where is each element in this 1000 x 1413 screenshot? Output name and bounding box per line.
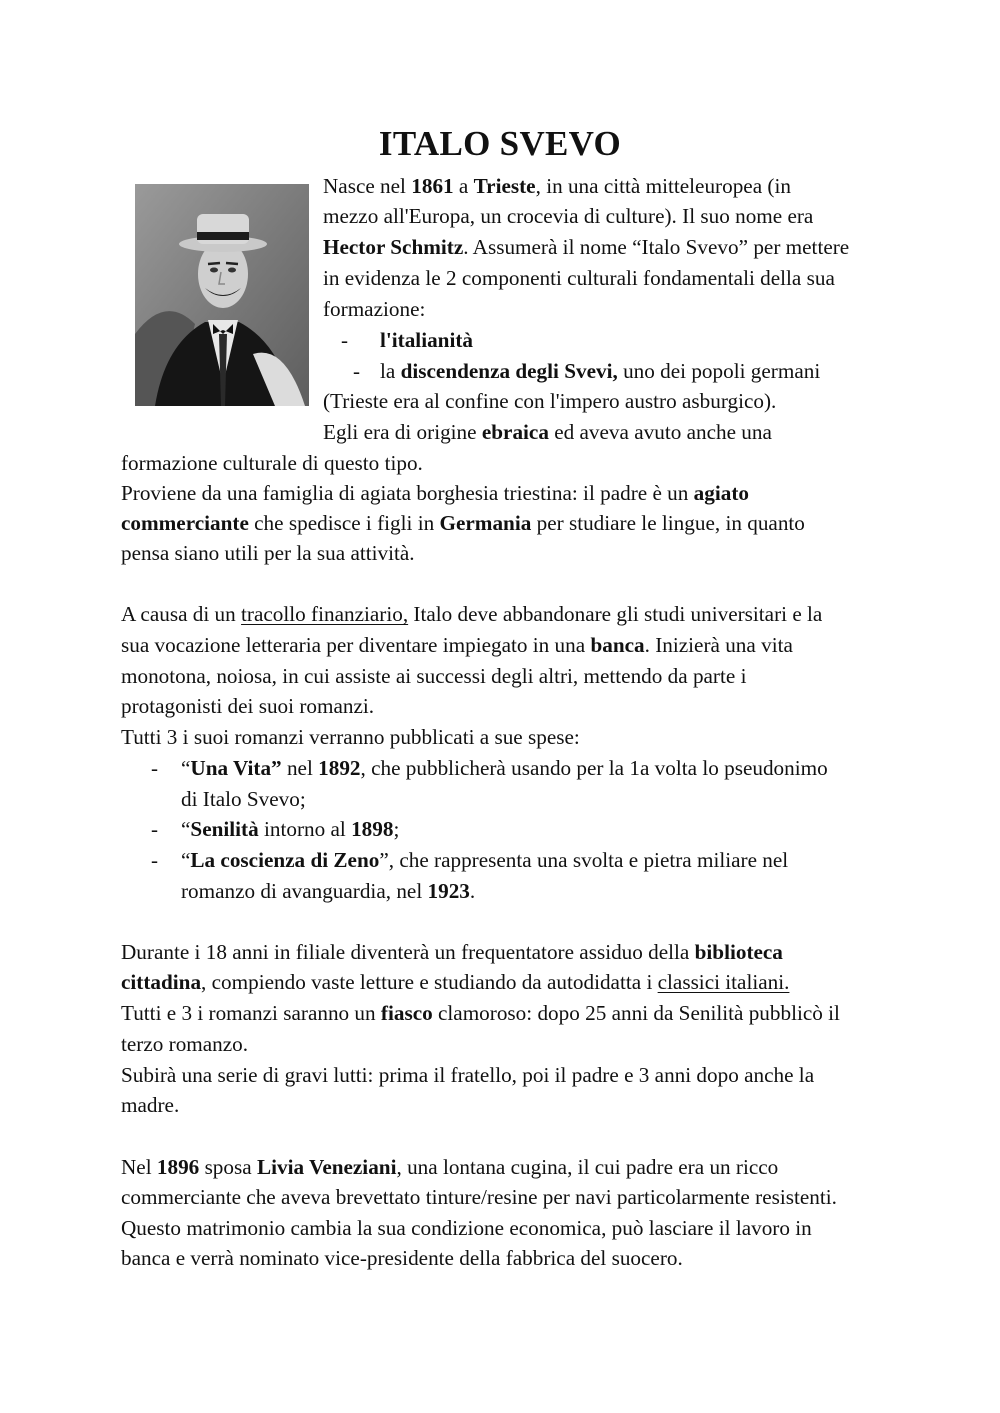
- text-line: A causa di un tracollo finanziario, Italo deve abbandonare gli studi universitari e la: [121, 602, 823, 626]
- text-line: formazione culturale di questo tipo.: [121, 451, 423, 475]
- text-line: Tutti 3 i suoi romanzi verranno pubblicati a sue spese:: [121, 725, 580, 749]
- text-line: terzo romanzo.: [121, 1032, 249, 1056]
- text-line: formazione:: [323, 297, 426, 321]
- text-line: Durante i 18 anni in filiale diventerà un frequentatore assiduo della biblioteca: [121, 940, 783, 964]
- text-line: Questo matrimonio cambia la sua condizione economica, può lasciare il lavoro in: [121, 1216, 812, 1240]
- text-line: Tutti e 3 i romanzi saranno un fiasco clamoroso: dopo 25 anni da Senilità pubblicò il: [121, 1001, 840, 1025]
- text-line: mezzo all'Europa, un crocevia di culture). Il suo nome era: [323, 204, 814, 228]
- text-line: Proviene da una famiglia di agiata borghesia triestina: il padre è un agiato: [121, 481, 749, 505]
- text-line: Subirà una serie di gravi lutti: prima il fratello, poi il padre e 3 anni dopo anche la: [121, 1063, 815, 1087]
- text-line: sua vocazione letteraria per diventare impiegato in una banca. Inizierà una vita: [121, 633, 793, 657]
- text-line: Egli era di origine ebraica ed aveva avuto anche una: [323, 420, 772, 444]
- text-line: commerciante che spedisce i figli in Germania per studiare le lingue, in quanto: [121, 511, 805, 535]
- text-line: banca e verrà nominato vice-presidente della fabbrica del suocero.: [121, 1246, 683, 1270]
- bullet-dash: -: [151, 817, 158, 841]
- text-line: Nasce nel 1861 a Trieste, in una città mitteleuropea (in: [323, 174, 791, 198]
- list-item: “Senilità intorno al 1898;: [181, 817, 400, 841]
- bullet-dash: -: [151, 756, 158, 780]
- bullet-dash: -: [341, 328, 348, 352]
- text-line: commerciante che aveva brevettato tinture/resine per navi particolarmente resistenti.: [121, 1185, 837, 1209]
- text-line: in evidenza le 2 componenti culturali fondamentali della sua: [323, 266, 835, 290]
- text-line: protagonisti dei suoi romanzi.: [121, 694, 375, 718]
- text-line: (Trieste era al confine con l'impero austro asburgico).: [323, 389, 777, 413]
- text-line: Nel 1896 sposa Livia Veneziani, una lontana cugina, il cui padre era un ricco: [121, 1155, 779, 1179]
- list-item: “La coscienza di Zeno”, che rappresenta una svolta e pietra miliare nel: [181, 848, 789, 872]
- list-item: l'italianità: [380, 328, 473, 352]
- portrait-photo-icon: [135, 184, 309, 406]
- list-item: “Una Vita” nel 1892, che pubblicherà usando per la 1a volta lo pseudonimo: [181, 756, 828, 780]
- bullet-dash: -: [151, 848, 158, 872]
- text-line: monotona, noiosa, in cui assiste ai successi degli altri, mettendo da parte i: [121, 664, 747, 688]
- text-line: Hector Schmitz. Assumerà il nome “Italo Svevo” per mettere: [323, 235, 850, 259]
- text-line: pensa siano utili per la sua attività.: [121, 541, 415, 565]
- text-line: cittadina, compiendo vaste letture e studiando da autodidatta i classici italiani.: [121, 970, 790, 994]
- list-item: la discendenza degli Svevi, uno dei popoli germani: [380, 359, 821, 383]
- list-item-continuation: romanzo di avanguardia, nel 1923.: [181, 879, 476, 903]
- bullet-dash: -: [353, 359, 360, 383]
- text-line: madre.: [121, 1093, 180, 1117]
- page-title: ITALO SVEVO: [378, 124, 622, 163]
- list-item-continuation: di Italo Svevo;: [181, 787, 306, 811]
